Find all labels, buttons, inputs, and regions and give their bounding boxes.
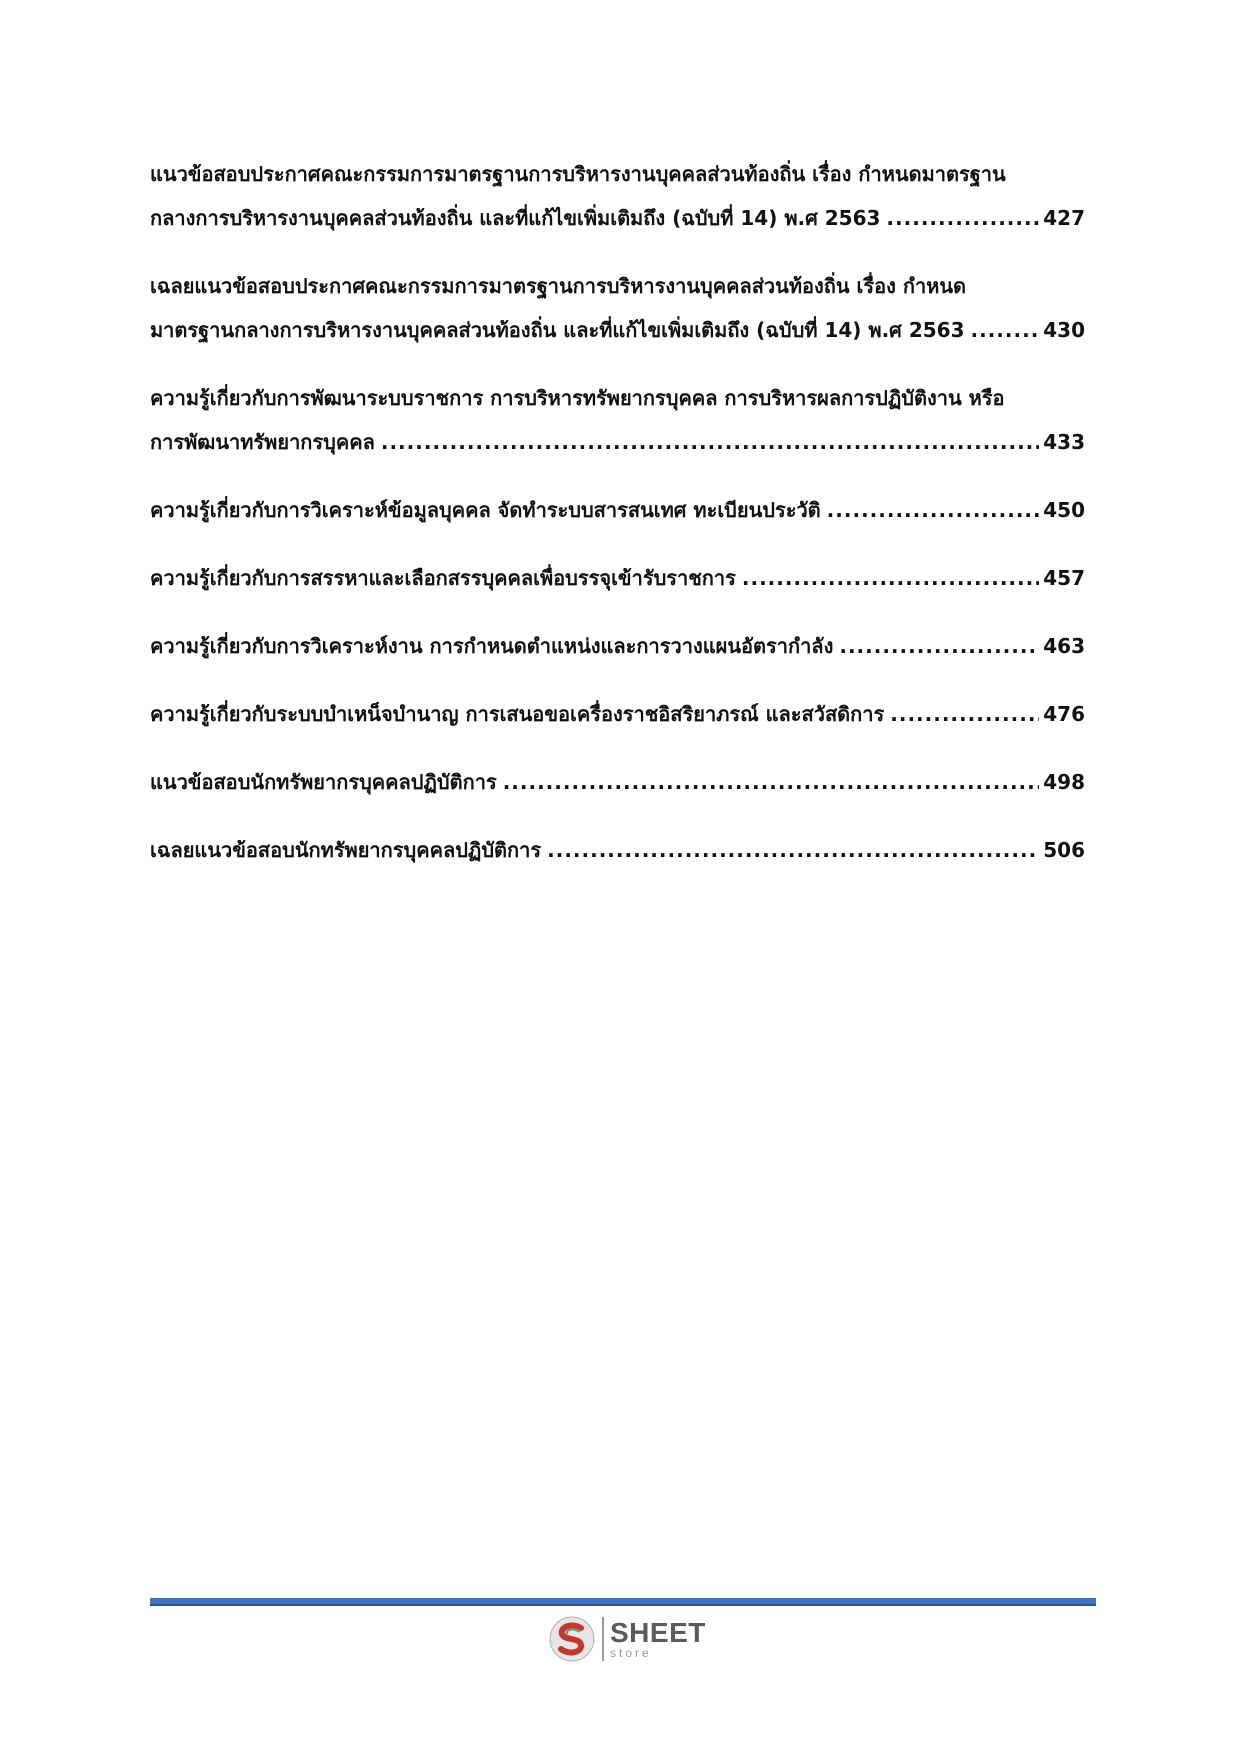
toc-entry-title: แนวข้อสอบนักทรัพยากรบุคคลปฏิบัติการ [150,770,497,794]
toc-entry-last-line [150,308,1085,352]
logo-wordmark [610,1619,706,1659]
toc-entry-last-line [150,420,1085,464]
toc-page-number: 427 [1043,206,1085,230]
toc-leader-dots [971,308,1040,352]
toc-entry-last-line [150,624,1085,668]
toc-entry[interactable] [150,264,1085,352]
toc-entry-last-line [150,692,1085,736]
toc-page-number: 463 [1043,634,1085,658]
toc-entry-title: เฉลยแนวข้อสอบนักทรัพยากรบุคคลปฏิบัติการ [150,838,542,862]
toc-entry-title: ความรู้เกี่ยวกับการสรรหาและเลือกสรรบุคคลเพื่อบรรจุเข้ารับราชการ [150,566,736,590]
toc-entry-title: กลางการบริหารงานบุคคลส่วนท้องถิ่น และที่แก้ไขเพิ่มเติมถึง (ฉบับที่ 14) พ.ศ 2563 [150,206,881,230]
toc-leader-dots [503,760,1040,804]
toc-entry-last-line [150,488,1085,532]
toc-leader-dots [742,556,1039,600]
toc-entry[interactable] [150,828,1085,872]
logo-word: SHEET [610,1617,706,1648]
toc-entry[interactable] [150,760,1085,804]
sheet-store-logo [548,1615,706,1663]
toc-page-number: 506 [1043,838,1085,862]
logo-separator [602,1617,604,1661]
toc-entry[interactable] [150,692,1085,736]
toc-entry[interactable] [150,376,1085,464]
toc-page-number: 457 [1043,566,1085,590]
toc-entry-title: มาตรฐานกลางการบริหารงานบุคคลส่วนท้องถิ่น และที่แก้ไขเพิ่มเติมถึง (ฉบับที่ 14) พ.ศ 2563 [150,318,965,342]
sheet-store-logo-icon [548,1615,596,1663]
toc-leader-dots [381,420,1039,464]
toc-entry-last-line [150,760,1085,804]
toc-entry-title-line: แนวข้อสอบประกาศคณะกรรมการมาตรฐานการบริหารงานบุคคลส่วนท้องถิ่น เรื่อง กำหนดมาตรฐาน [150,162,1006,186]
toc-entry-last-line [150,556,1085,600]
toc-page-number: 450 [1043,498,1085,522]
toc-entry-last-line [150,196,1085,240]
toc-leader-dots [890,692,1039,736]
toc-entry-title: การพัฒนาทรัพยากรบุคคล [150,430,375,454]
toc-leader-dots [827,488,1040,532]
logo-subword: store [610,1646,652,1660]
toc-page-number: 430 [1043,318,1085,342]
toc-leader-dots [547,828,1039,872]
table-of-contents [150,152,1085,896]
toc-leader-dots [886,196,1039,240]
toc-entry-title: ความรู้เกี่ยวกับการวิเคราะห์งาน การกำหนดตำแหน่งและการวางแผนอัตรากำลัง [150,634,834,658]
toc-entry-title: ความรู้เกี่ยวกับระบบบำเหน็จบำนาญ การเสนอขอเครื่องราชอิสริยาภรณ์ และสวัสดิการ [150,702,885,726]
toc-entry[interactable] [150,488,1085,532]
toc-entry-title-line: เฉลยแนวข้อสอบประกาศคณะกรรมการมาตรฐานการบริหารงานบุคคลส่วนท้องถิ่น เรื่อง กำหนด [150,274,967,298]
toc-leader-dots [839,624,1039,668]
toc-entry[interactable] [150,556,1085,600]
toc-page-number: 476 [1043,702,1085,726]
toc-entry-title: ความรู้เกี่ยวกับการวิเคราะห์ข้อมูลบุคคล จัดทำระบบสารสนเทศ ทะเบียนประวัติ [150,498,821,522]
toc-entry[interactable] [150,624,1085,668]
toc-entry-last-line [150,828,1085,872]
toc-entry[interactable] [150,152,1085,240]
toc-page-number: 498 [1043,770,1085,794]
footer-divider [150,1598,1096,1606]
toc-entry-title-line: ความรู้เกี่ยวกับการพัฒนาระบบราชการ การบริหารทรัพยากรบุคคล การบริหารผลการปฏิบัติงาน หรือ [150,386,1005,410]
toc-page-number: 433 [1043,430,1085,454]
